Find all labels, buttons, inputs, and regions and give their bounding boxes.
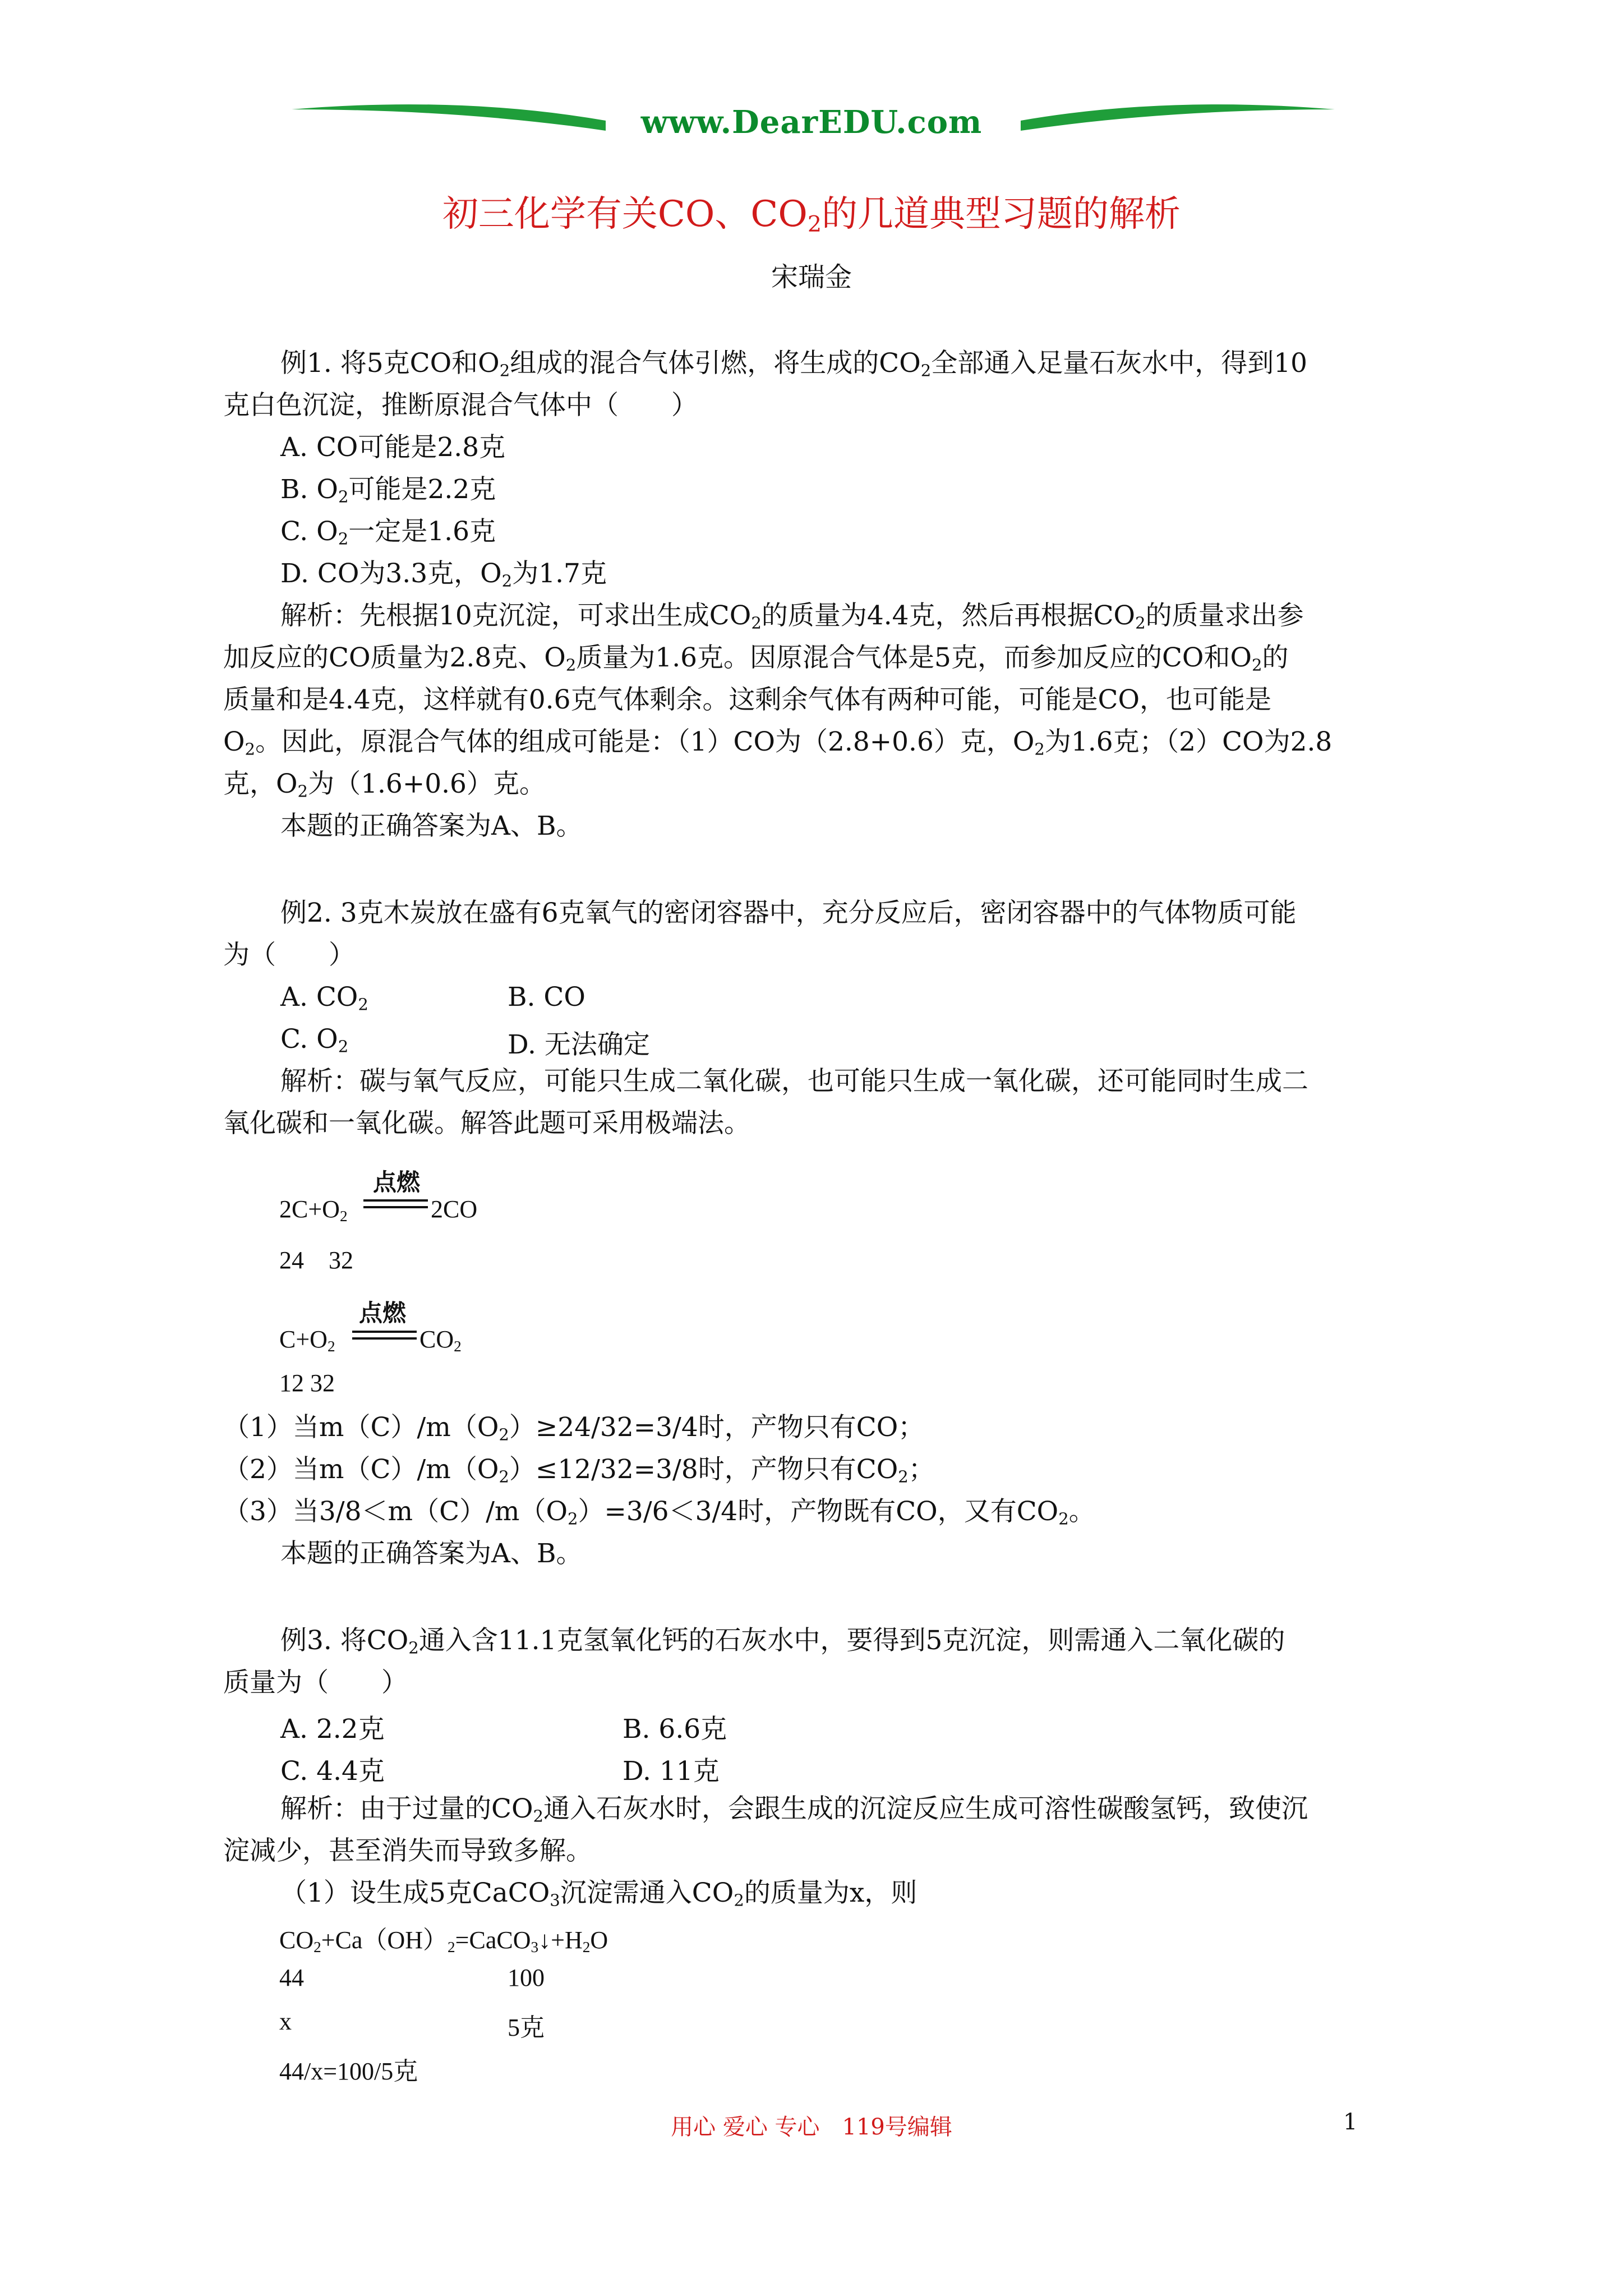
ex3-step-1: （1）设生成5克CaCO$_3$沉淀需通入$CO_2$的质量为x，则 — [280, 1878, 917, 1910]
ex3-unknown-x: x — [279, 2008, 292, 2035]
ex1-option-a: A. CO可能是2.8克 — [280, 432, 506, 463]
page-number: 1 — [1343, 2109, 1358, 2135]
author: 宋瑞金 — [771, 261, 852, 293]
ex3-option-b: B. 6.6克 — [623, 1714, 727, 1745]
ex1-question-line2: 克白色沉淀，推断原混合气体中（ ） — [223, 390, 698, 421]
eq1-product: 2CO — [431, 1195, 478, 1223]
eq2-equals-bar-bottom — [352, 1337, 417, 1340]
ex3-option-d: D. 11克 — [623, 1756, 720, 1787]
ex3-equation: $CO_2+Ca(OH)_2=CaCO_3↓+H_2O$ — [279, 1926, 608, 1955]
eq1-condition: 点燃 — [373, 1168, 421, 1196]
ex1-analysis-line4: $O_2$。因此，原混合气体的组成可能是：（1）CO为（2.8+0.6）克，$O_2$为1.6克；（2）CO为2.8 — [223, 726, 1332, 759]
ex3-analysis-line2: 淀减少，甚至消失而导致多解。 — [223, 1835, 592, 1866]
ex2-question-line2: 为（ ） — [223, 940, 355, 970]
ex3-ratio: 44/x=100/5克 — [279, 2058, 418, 2085]
ex1-analysis-line2: 加反应的CO质量为2.8克、$O_2$质量为1.6克。因原混合气体是5克，而参加反应的CO和$O_2$的 — [223, 642, 1289, 675]
ex2-analysis-line2: 氧化碳和一氧化碳。解答此题可采用极端法。 — [223, 1108, 750, 1139]
eq2-reactants: $C+O_2$ — [279, 1326, 335, 1355]
ex2-case-1: （1）当$m(C)/m(O_2)\ge 24/32=3/4$时，产物只有CO； — [223, 1412, 925, 1444]
ex2-analysis-line1: 解析：碳与氧气反应，可能只生成二氧化碳，也可能只生成一氧化碳，还可能同时生成二 — [280, 1066, 1308, 1097]
ex3-mass-caco3: 100 — [508, 1964, 545, 1991]
header-site-logo: www.DearEDU.com — [640, 104, 983, 141]
ex1-option-c: C. $O_2$一定是1.6克 — [280, 516, 496, 549]
ex3-option-c: C. 4.4克 — [280, 1756, 385, 1787]
ex3-question-line1: 例3. 将$CO_2$通入含11.1克氢氧化钙的石灰水中，要得到5克沉淀，则需通入二氧化碳的 — [280, 1625, 1285, 1658]
ex1-question-line1: 例1. 将5克CO和$O_2$组成的混合气体引燃，将生成的$CO_2$全部通入足量石灰水中，得到10 — [280, 348, 1308, 380]
eq1-reactants: $2C+O_2$ — [279, 1195, 348, 1225]
page-title: 初三化学有关CO、$CO_2$的几道典型习题的解析 — [442, 194, 1181, 237]
eq2-masses: 12 32 — [279, 1369, 335, 1397]
ex2-question-line1: 例2. 3克木炭放在盛有6克氧气的密闭容器中，充分反应后，密闭容器中的气体物质可能 — [280, 898, 1297, 928]
ex2-option-c: C. $O_2$ — [280, 1024, 349, 1056]
footer-text: 用心 爱心 专心 119号编辑 — [671, 2114, 952, 2140]
eq1-equals-bar-bottom — [363, 1206, 428, 1208]
ex1-option-d: D. CO为3.3克，$O_2$为1.7克 — [280, 558, 607, 591]
eq2-product: $CO_2$ — [419, 1326, 462, 1355]
ex1-analysis-line3: 质量和是4.4克，这样就有0.6克气体剩余。这剩余气体有两种可能，可能是CO，也可能是 — [223, 684, 1271, 715]
ex2-option-b: B. CO — [508, 982, 585, 1013]
ex1-answer: 本题的正确答案为A、B。 — [280, 811, 583, 841]
ex3-precipitate-mass: 5克 — [508, 2014, 545, 2041]
ex2-case-3: （3）当$3/8<m(C)/m(O_2)=3/6<3/4$时，产物既有CO，又有$CO_2$。 — [223, 1496, 1095, 1529]
eq2-equals-bar-top — [352, 1331, 417, 1333]
ex3-question-line2: 质量为（ ） — [223, 1667, 408, 1698]
eq2-condition: 点燃 — [359, 1299, 407, 1327]
ex1-option-b: B. $O_2$可能是2.2克 — [280, 474, 496, 507]
ex2-answer: 本题的正确答案为A、B。 — [280, 1538, 583, 1569]
ex2-case-2: （2）当$m(C)/m(O_2)\le 12/32=3/8$时，产物只有$CO_2$； — [223, 1454, 935, 1487]
ex2-option-a: A. $CO_2$ — [280, 982, 368, 1014]
ex1-analysis-line5: 克，$O_2$为（1.6+0.6）克。 — [223, 769, 546, 801]
eq1-equals-bar-top — [363, 1199, 428, 1202]
ex3-mass-co2: 44 — [279, 1964, 304, 1991]
ex2-option-d: D. 无法确定 — [508, 1029, 650, 1060]
eq1-masses: 24 32 — [279, 1246, 353, 1274]
ex3-analysis-line1: 解析：由于过量的$CO_2$通入石灰水时，会跟生成的沉淀反应生成可溶性碳酸氢钙，致使沉 — [280, 1793, 1308, 1826]
ex3-option-a: A. 2.2克 — [280, 1714, 385, 1745]
ex1-analysis-line1: 解析：先根据10克沉淀，可求出生成$CO_2$的质量为4.4克，然后再根据$CO_2$的质量求出参 — [280, 600, 1304, 633]
